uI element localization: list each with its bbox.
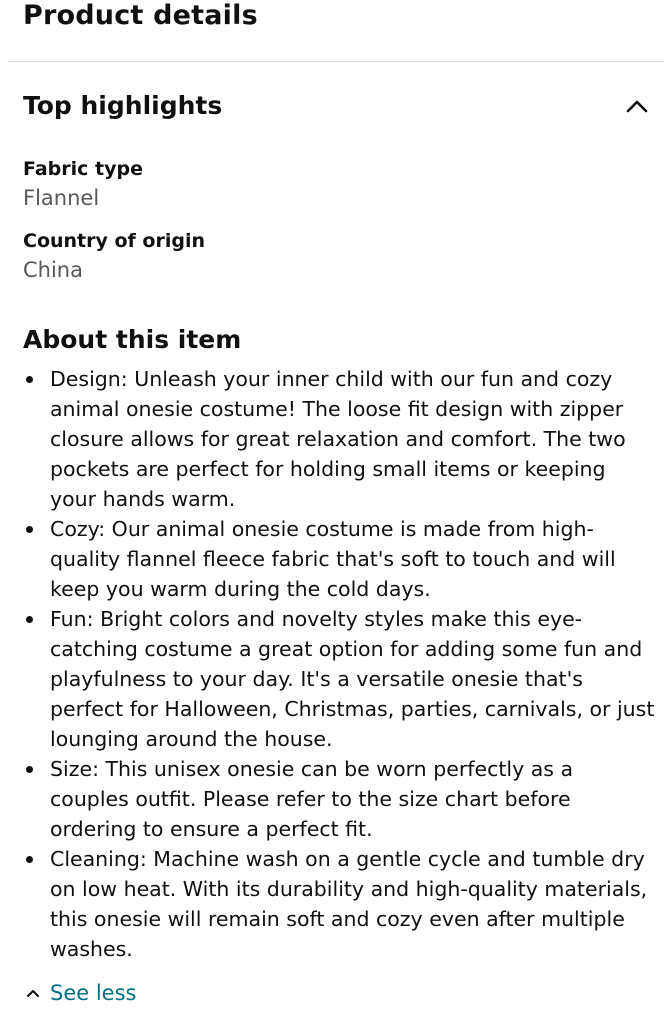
bullet-item-cozy bbox=[23, 514, 655, 604]
chevron-up-icon[interactable] bbox=[622, 93, 652, 119]
bullet-text: Size: This unisex onesie can be worn perfectly as a couples outfit. Please refer to the size chart before ordering to ensure a perfect fit. bbox=[50, 757, 574, 841]
top-highlights-title: Top highlights bbox=[23, 91, 223, 120]
bullet-item-size bbox=[23, 754, 655, 844]
bullet-text: Cozy: Our animal onesie costume is made from high-quality flannel fleece fabric that's soft to touch and will keep you warm during the cold days. bbox=[50, 517, 616, 601]
about-bullet-list bbox=[23, 364, 655, 964]
section-divider bbox=[8, 61, 664, 62]
bullet-dot-icon bbox=[26, 856, 33, 863]
attribute-fabric-type bbox=[23, 155, 143, 213]
attribute-label: Country of origin bbox=[23, 230, 206, 252]
bullet-dot-icon bbox=[26, 766, 33, 773]
bullet-text: Design: Unleash your inner child with our fun and cozy animal onesie costume! The loose fit design with zipper closure allows for great relaxation and comfort. The two pockets are perfect for holding small items or keeping your hands warm. bbox=[50, 367, 626, 511]
bullet-dot-icon bbox=[26, 376, 33, 383]
see-less-label: See less bbox=[50, 981, 137, 1005]
bullet-item-design bbox=[23, 364, 655, 514]
attribute-value: Flannel bbox=[23, 186, 100, 210]
about-this-item-title: About this item bbox=[23, 325, 242, 354]
bullet-dot-icon bbox=[26, 616, 33, 623]
top-highlights-header[interactable] bbox=[0, 84, 672, 128]
attribute-label: Fabric type bbox=[23, 158, 144, 180]
page-title: Product details bbox=[23, 0, 258, 31]
attribute-value: China bbox=[23, 258, 83, 282]
see-less-link[interactable] bbox=[25, 977, 136, 1009]
bullet-item-fun bbox=[23, 604, 655, 754]
caret-up-icon bbox=[25, 987, 41, 999]
bullet-dot-icon bbox=[26, 526, 33, 533]
bullet-item-cleaning bbox=[23, 844, 655, 964]
bullet-text: Cleaning: Machine wash on a gentle cycle and tumble dry on low heat. With its durability and high-quality materials, this onesie will remain soft and cozy even after multiple washes. bbox=[50, 847, 648, 961]
attribute-country-of-origin bbox=[23, 227, 205, 285]
bullet-text: Fun: Bright colors and novelty styles make this eye-catching costume a great option for adding some fun and playfulness to your day. It's a versatile onesie that's perfect for Halloween, Christmas, parties, carnivals, or just lounging around the house. bbox=[50, 607, 655, 751]
